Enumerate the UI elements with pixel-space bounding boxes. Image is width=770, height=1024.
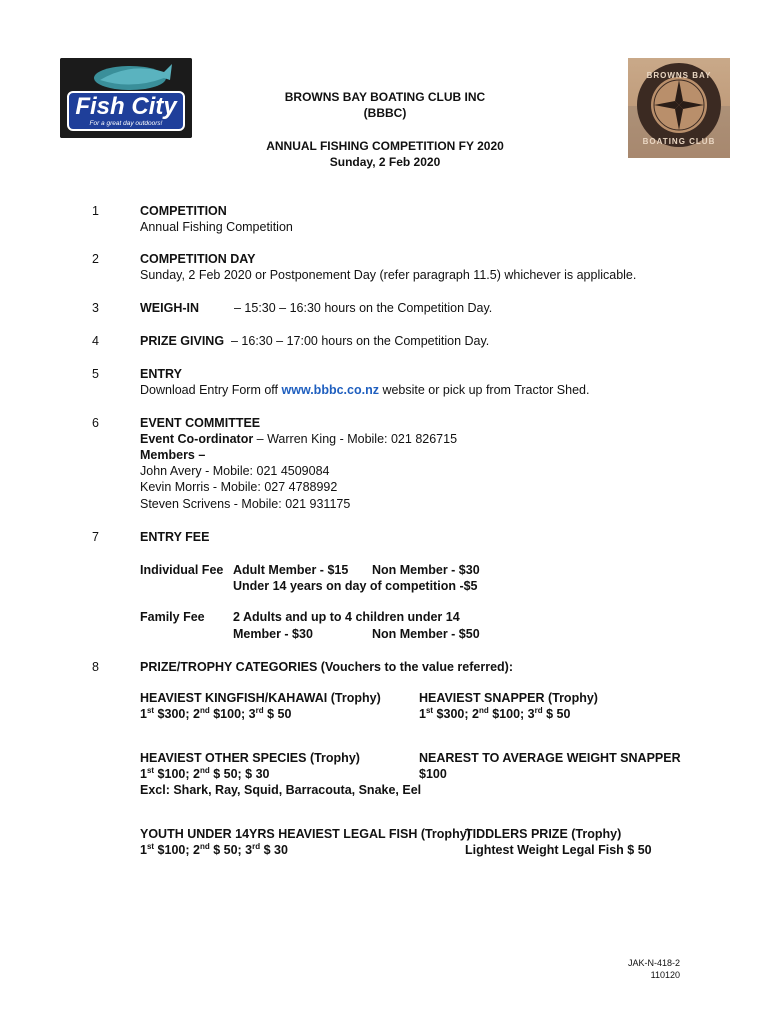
fish-city-logo [60,58,192,138]
section-title: PRIZE/TROPHY CATEGORIES (Vouchers to the value referred): [140,660,513,674]
section-text: Annual Fishing Competition [140,220,293,234]
member-line: Steven Scrivens - Mobile: 021 931175 [140,497,351,511]
member-line: John Avery - Mobile: 021 4509084 [140,464,330,478]
weigh-in-time: – 15:30 – 16:30 hours on the Competition Day. [234,301,493,315]
youth-prizes: 1st $100; 2nd $ 50; 3rd $ 30 [140,841,288,857]
average-snapper-title: NEAREST TO AVERAGE WEIGHT SNAPPER [419,751,681,765]
tiddlers-prize: Lightest Weight Legal Fish $ 50 [465,843,652,857]
club-seal-logo [628,58,730,158]
entry-text-after: website or pick up from Tractor Shed. [378,383,590,397]
section-number: 6 [92,416,99,430]
snapper-prizes: 1st $300; 2nd $100; 3rd $ 50 [419,705,571,721]
family-fee-label: Family Fee [140,610,205,624]
org-abbrev: (BBBC) [363,106,407,120]
prize-giving-time: – 16:30 – 17:00 hours on the Competition Day. [231,334,490,348]
other-species-title: HEAVIEST OTHER SPECIES (Trophy) [140,751,360,765]
reference-code: JAK-N-418-2 [627,958,680,968]
family-fee-description: 2 Adults and up to 4 children under 14 [233,610,460,624]
youth-title: YOUTH UNDER 14YRS HEAVIEST LEGAL FISH (Trophy) [140,827,471,841]
entry-text-before: Download Entry Form off [140,383,282,397]
family-member-fee: Member - $30 [233,627,313,641]
event-title: ANNUAL FISHING COMPETITION FY 2020 [266,139,504,153]
document-reference [628,957,680,981]
members-label: Members – [140,448,206,462]
entry-text [140,382,589,398]
section-number: 2 [92,252,99,266]
section-number: 7 [92,530,99,544]
section-title: WEIGH-IN [140,301,200,315]
section-title: ENTRY FEE [140,530,210,544]
kingfish-title: HEAVIEST KINGFISH/KAHAWAI (Trophy) [140,691,381,705]
kingfish-prizes: 1st $300; 2nd $100; 3rd $ 50 [140,705,292,721]
other-species-prizes: 1st $100; 2nd $ 50; $ 30 [140,765,270,781]
individual-non-member-fee: Non Member - $30 [372,563,480,577]
section-number: 4 [92,334,99,348]
average-snapper-prize: $100 [419,767,447,781]
individual-adult-fee: Adult Member - $15 [233,563,349,577]
individual-fee-label: Individual Fee [140,563,224,577]
under14-fee: Under 14 years on day of competition -$5 [233,579,478,593]
coordinator-label: Event Co-ordinator [140,432,254,446]
section-title: COMPETITION DAY [140,252,256,266]
family-non-member-fee: Non Member - $50 [372,627,480,641]
bbbc-website-link[interactable]: www.bbbc.co.nz [281,383,379,397]
member-line: Kevin Morris - Mobile: 027 4788992 [140,480,338,494]
section-title: EVENT COMMITTEE [140,416,261,430]
coordinator-line [140,431,457,447]
seal-text-bottom: BOATING CLUB [642,137,716,146]
fish-city-brand: Fish City [75,93,177,120]
section-number: 8 [92,660,99,674]
snapper-title: HEAVIEST SNAPPER (Trophy) [419,691,598,705]
section-title: PRIZE GIVING [140,334,225,348]
section-number: 1 [92,204,99,218]
other-species-exclusions: Excl: Shark, Ray, Squid, Barracouta, Snake, Eel [140,783,422,797]
event-date: Sunday, 2 Feb 2020 [329,155,441,169]
section-title: COMPETITION [140,204,227,218]
tiddlers-title: TIDDLERS PRIZE (Trophy) [465,827,622,841]
coordinator-text: – Warren King - Mobile: 021 826715 [253,432,458,446]
section-number: 5 [92,367,99,381]
seal-text-top: BROWNS BAY [646,71,712,80]
fish-city-tagline: For a great day outdoors! [89,120,163,127]
section-title: ENTRY [140,367,182,381]
section-text: Sunday, 2 Feb 2020 or Postponement Day (refer paragraph 11.5) whichever is applicable. [140,268,637,282]
reference-date: 110120 [650,970,680,980]
section-number: 3 [92,301,99,315]
org-name: BROWNS BAY BOATING CLUB INC [284,90,486,104]
